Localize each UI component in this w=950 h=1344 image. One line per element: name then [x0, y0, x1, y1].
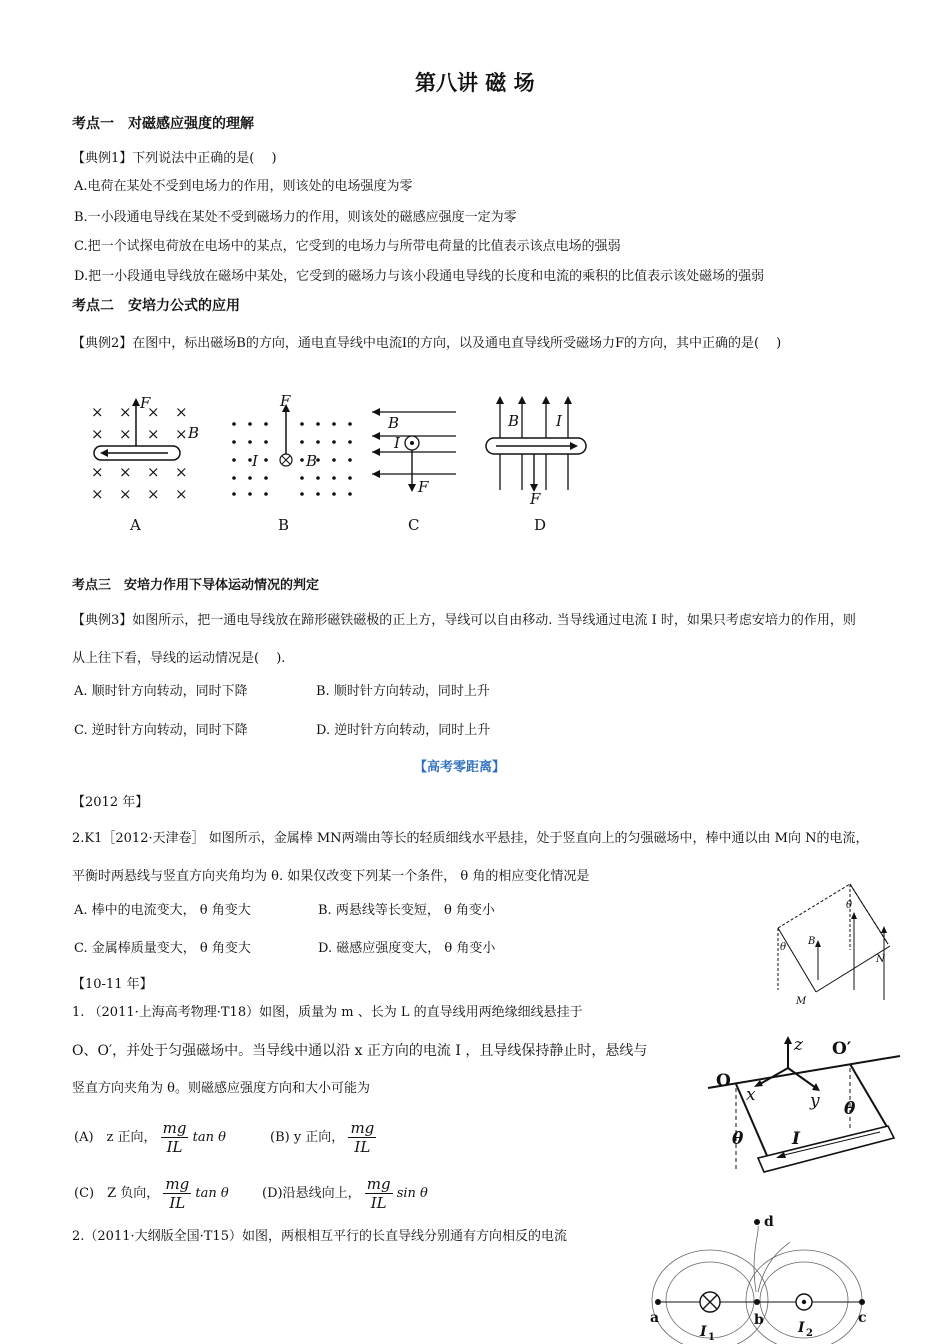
- field-cross-marker: ×: [91, 403, 104, 421]
- field-cross-marker: ×: [91, 463, 104, 481]
- tianjin-option-b: B. 两悬线等长变短， θ 角变小: [318, 903, 495, 918]
- example-1-option-a: A.电荷在某处不受到电场力的作用，则该处的电场强度为零: [74, 179, 413, 194]
- panel-d: [486, 396, 586, 534]
- field-dot-marker: [348, 458, 352, 462]
- gaokao-tag: 【高考零距离】: [414, 760, 506, 775]
- shanghai-figure: [700, 1030, 910, 1178]
- field-dot-marker: [232, 458, 236, 462]
- panel-d-b-label: B: [508, 412, 520, 430]
- field-cross-marker: ×: [147, 485, 160, 503]
- tianjin-question-line1: 2.K1［2012·天津卷］ 如图所示，金属棒 MN两端由等长的轻质细线水平悬挂，处于竖直向上的匀强磁场中，棒中通以由 M向 N的电流，: [72, 831, 869, 846]
- example-1-option-d: D.把一小段通电导线放在磁场中某处，它受到的磁场力与该小段通电导线的长度和电流的乘积的比值表示该处磁场的强弱: [74, 269, 765, 284]
- shanghai-fig-theta-right: θ: [844, 1099, 856, 1119]
- field-dot-marker: [232, 476, 236, 480]
- tianjin-question-line2: 平衡时两悬线与竖直方向夹角均为 θ. 如果仅改变下列某一个条件， θ 角的相应变化情况是: [72, 869, 590, 884]
- field-dot-marker: [248, 476, 252, 480]
- example-1-option-c: C.把一个试探电荷放在电场中的某点，它受到的电场力与所带电荷量的比值表示该点电场的强弱: [74, 239, 621, 254]
- field-dot-marker: [316, 492, 320, 496]
- panel-a-f-label: F: [140, 394, 151, 412]
- example-2-figure: [80, 390, 600, 540]
- national-fig-d-label: d: [764, 1214, 774, 1230]
- field-dot-marker: [264, 458, 268, 462]
- field-cross-marker: ×: [175, 403, 188, 421]
- national-question: 2.（2011·大纲版全国·T15）如图，两根相互平行的长直导线分别通有方向相反的电流: [72, 1229, 567, 1244]
- example-3-option-d: D. 逆时针方向转动，同时上升: [316, 723, 491, 738]
- section-1-heading: 考点一 对磁感应强度的理解: [72, 116, 254, 132]
- panel-b-caption: B: [278, 516, 290, 534]
- panel-b-i-label: I: [252, 452, 258, 470]
- field-dot-marker: [232, 422, 236, 426]
- field-cross-marker: ×: [91, 485, 104, 503]
- tianjin-fig-n-label: N: [876, 954, 885, 965]
- shanghai-fig-theta-left: θ: [732, 1129, 744, 1149]
- shanghai-option-a: (A) z 正向， $\frac{mg}{IL}$ tan θ: [74, 1119, 226, 1156]
- panel-c-caption: C: [408, 516, 420, 534]
- field-dot-marker: [332, 422, 336, 426]
- tianjin-option-d: D. 磁感应强度变大， θ 角变小: [318, 941, 496, 956]
- shanghai-question-line3: 竖直方向夹角为 θ。则磁感应强度方向和大小可能为: [72, 1081, 370, 1096]
- field-dot-marker: [300, 422, 304, 426]
- field-dot-marker: [348, 440, 352, 444]
- tianjin-fig-theta-right: θ: [846, 900, 853, 911]
- example-3-option-b: B. 顺时针方向转动，同时上升: [316, 684, 490, 699]
- shanghai-fig-x-label: x: [746, 1085, 756, 1105]
- field-cross-marker: ×: [119, 403, 132, 421]
- panel-a-b-label: B: [188, 424, 200, 442]
- field-dot-marker: [264, 440, 268, 444]
- field-dot-marker: [300, 440, 304, 444]
- shanghai-fig-i-label: I: [792, 1129, 800, 1149]
- section-3-heading: 考点三 安培力作用下导体运动情况的判定: [72, 578, 320, 593]
- national-fig-a-label: a: [650, 1310, 660, 1326]
- tianjin-option-a: A. 棒中的电流变大， θ 角变大: [74, 903, 251, 918]
- field-dot-marker: [300, 492, 304, 496]
- field-cross-marker: ×: [119, 425, 132, 443]
- field-dot-marker: [348, 422, 352, 426]
- field-cross-marker: ×: [175, 425, 188, 443]
- field-cross-marker: ×: [91, 425, 104, 443]
- field-dot-marker: [300, 458, 304, 462]
- field-dot-marker: [316, 422, 320, 426]
- tianjin-fig-m-label: M: [796, 996, 807, 1007]
- national-fig-b-label: b: [754, 1312, 764, 1328]
- national-figure: [640, 1212, 880, 1344]
- tianjin-figure: [766, 880, 906, 1010]
- year-1011-label: 【10-11 年】: [72, 977, 153, 992]
- section-2-heading: 考点二 安培力公式的应用: [72, 298, 240, 314]
- field-dot-marker: [264, 422, 268, 426]
- tianjin-fig-b-label: B: [808, 936, 816, 947]
- field-cross-marker: ×: [119, 463, 132, 481]
- panel-c-b-label: B: [388, 414, 400, 432]
- panel-b-b-label: B: [306, 452, 318, 470]
- field-dot-marker: [248, 440, 252, 444]
- year-2012-label: 【2012 年】: [72, 795, 149, 810]
- field-dot-marker: [300, 476, 304, 480]
- field-dot-marker: [248, 492, 252, 496]
- field-cross-marker: ×: [147, 425, 160, 443]
- field-cross-marker: ×: [175, 463, 188, 481]
- field-cross-marker: ×: [119, 485, 132, 503]
- field-dot-marker: [332, 440, 336, 444]
- shanghai-fig-z-label: z: [794, 1035, 803, 1055]
- field-dot-marker: [332, 492, 336, 496]
- field-dot-marker: [348, 476, 352, 480]
- national-fig-i2-label: I: [798, 1320, 805, 1336]
- shanghai-fig-o-label: O: [716, 1071, 731, 1091]
- page-title: 第八讲 磁 场: [415, 71, 535, 95]
- shanghai-option-d: (D)沿悬线向上， $\frac{mg}{IL}$ sin θ: [262, 1175, 428, 1212]
- panel-a-caption: A: [130, 516, 141, 534]
- panel-b: [232, 392, 352, 534]
- example-3-question-line2: 从上往下看，导线的运动情况是( ).: [72, 651, 286, 666]
- shanghai-fig-o2-label: O′: [832, 1039, 852, 1059]
- field-dot-marker: [316, 440, 320, 444]
- panel-d-f-label: F: [530, 490, 541, 508]
- field-dot-marker: [264, 476, 268, 480]
- example-2-question: 【典例2】在图中，标出磁场B的方向，通电直导线中电流I的方向，以及通电直导线所受磁场力F的方向，其中正确的是( ): [72, 336, 782, 351]
- panel-a: [91, 394, 199, 534]
- tianjin-option-c: C. 金属棒质量变大， θ 角变大: [74, 941, 251, 956]
- shanghai-question-line1: 1. （2011·上海高考物理·T18）如图，质量为 m 、长为 L 的直导线用两绝缘细线悬挂于: [72, 1005, 583, 1020]
- field-dot-marker: [332, 476, 336, 480]
- example-3-question-line1: 【典例3】如图所示，把一通电导线放在蹄形磁铁磁极的正上方，导线可以自由移动. 当导线通过电流 I 时，如果只考虑安培力的作用，则: [72, 613, 856, 628]
- field-dot-marker: [232, 492, 236, 496]
- panel-c-f-label: F: [418, 478, 429, 496]
- panel-d-i-label: I: [556, 412, 562, 430]
- national-fig-i1-label: I: [700, 1324, 707, 1340]
- panel-c: [372, 408, 456, 534]
- example-3-option-c: C. 逆时针方向转动，同时下降: [74, 723, 248, 738]
- field-dot-marker: [316, 476, 320, 480]
- national-fig-i2-sub: 2: [806, 1328, 813, 1339]
- field-dot-marker: [348, 492, 352, 496]
- field-dot-marker: [232, 440, 236, 444]
- example-1-question: 【典例1】下列说法中正确的是( ): [72, 151, 277, 166]
- field-dot-marker: [248, 422, 252, 426]
- field-dot-marker: [264, 492, 268, 496]
- example-3-option-a: A. 顺时针方向转动，同时下降: [74, 684, 248, 699]
- field-cross-marker: ×: [175, 485, 188, 503]
- tianjin-fig-theta-left: θ: [780, 942, 787, 953]
- example-1-option-b: B.一小段通电导线在某处不受到磁场力的作用，则该处的磁感应强度一定为零: [74, 210, 517, 225]
- panel-d-caption: D: [534, 516, 547, 534]
- field-cross-marker: ×: [147, 403, 160, 421]
- shanghai-fig-y-label: y: [810, 1091, 820, 1111]
- field-cross-marker: ×: [147, 463, 160, 481]
- shanghai-option-c: (C) Z 负向， $\frac{mg}{IL}$ tan θ: [74, 1175, 229, 1212]
- national-fig-c-label: c: [858, 1310, 867, 1326]
- shanghai-option-b: (B) y 正向， $\frac{mg}{IL}$: [270, 1119, 375, 1156]
- panel-c-i-label: I: [394, 434, 400, 452]
- shanghai-question-line2: O、O′，并处于匀强磁场中。当导线中通以沿 x 正方向的电流 I ，且导线保持静止时，悬线与: [72, 1043, 648, 1059]
- panel-b-f-label: F: [280, 392, 291, 410]
- field-dot-marker: [332, 458, 336, 462]
- national-fig-i1-sub: 1: [708, 1332, 715, 1343]
